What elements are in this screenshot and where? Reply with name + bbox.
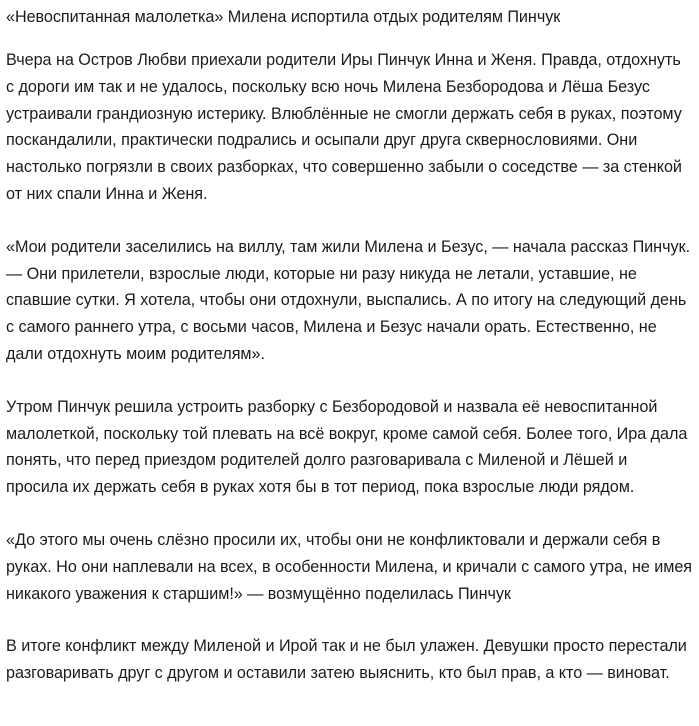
article-paragraph-4: «До этого мы очень слёзно просили их, чтобы они не конфликтовали и держали себя в руках. Но они наплевали на всех, в особенности Милена, и кричали с самого утра, не имея никакого уважения к старшим!» — возмущённо поделилась Пинчук [6, 530, 693, 603]
article-paragraph-5: В итоге конфликт между Миленой и Ирой так и не был улажен. Девушки просто перестали разговаривать друг с другом и оставили затею выяснить, кто был прав, а кто — виноват. [6, 637, 687, 683]
article-paragraph-1: Вчера на Остров Любви приехали родители Иры Пинчук Инна и Женя. Правда, отдохнуть с дороги им так и не удалось, поскольку всю ночь Милена Безбородова и Лёша Безус устраивали грандиозную истерику. Влюблённые не смогли держать себя в руках, поэтому поскандалили, практически подрались и осыпали друг друга сквернословиями. Они настолько погрязли в своих разборках, что совершенно забыли о соседстве — за стенкой от них спали Инна и Женя. [6, 51, 682, 203]
article-paragraph-3: Утром Пинчук решила устроить разборку с Безбородовой и назвала её невоспитанной малолеткой, поскольку той плевать на всё вокруг, кроме самой себя. Более того, Ира дала понять, что перед приездом родителей долго разговаривала с Миленой и Лёшей и просила их держать себя в руках хотя бы в тот период, пока взрослые люди рядом. [6, 397, 688, 497]
title-body-spacer [6, 31, 693, 47]
article-title: «Невоспитанная малолетка» Милена испортила отдых родителям Пинчук [6, 8, 561, 26]
article-paragraph-2: «Мои родители заселились на виллу, там жили Милена и Безус, — начала рассказ Пинчук. — Они прилетели, взрослые люди, которые ни разу никуда не летали, уставшие, не спавшие сутки. Я хотела, чтобы они отдохнули, выспались. А по итогу на следующий день с самого раннего утра, с восьми часов, Милена и Безус начали орать. Естественно, не дали отдохнуть моим родителям». [6, 237, 691, 363]
